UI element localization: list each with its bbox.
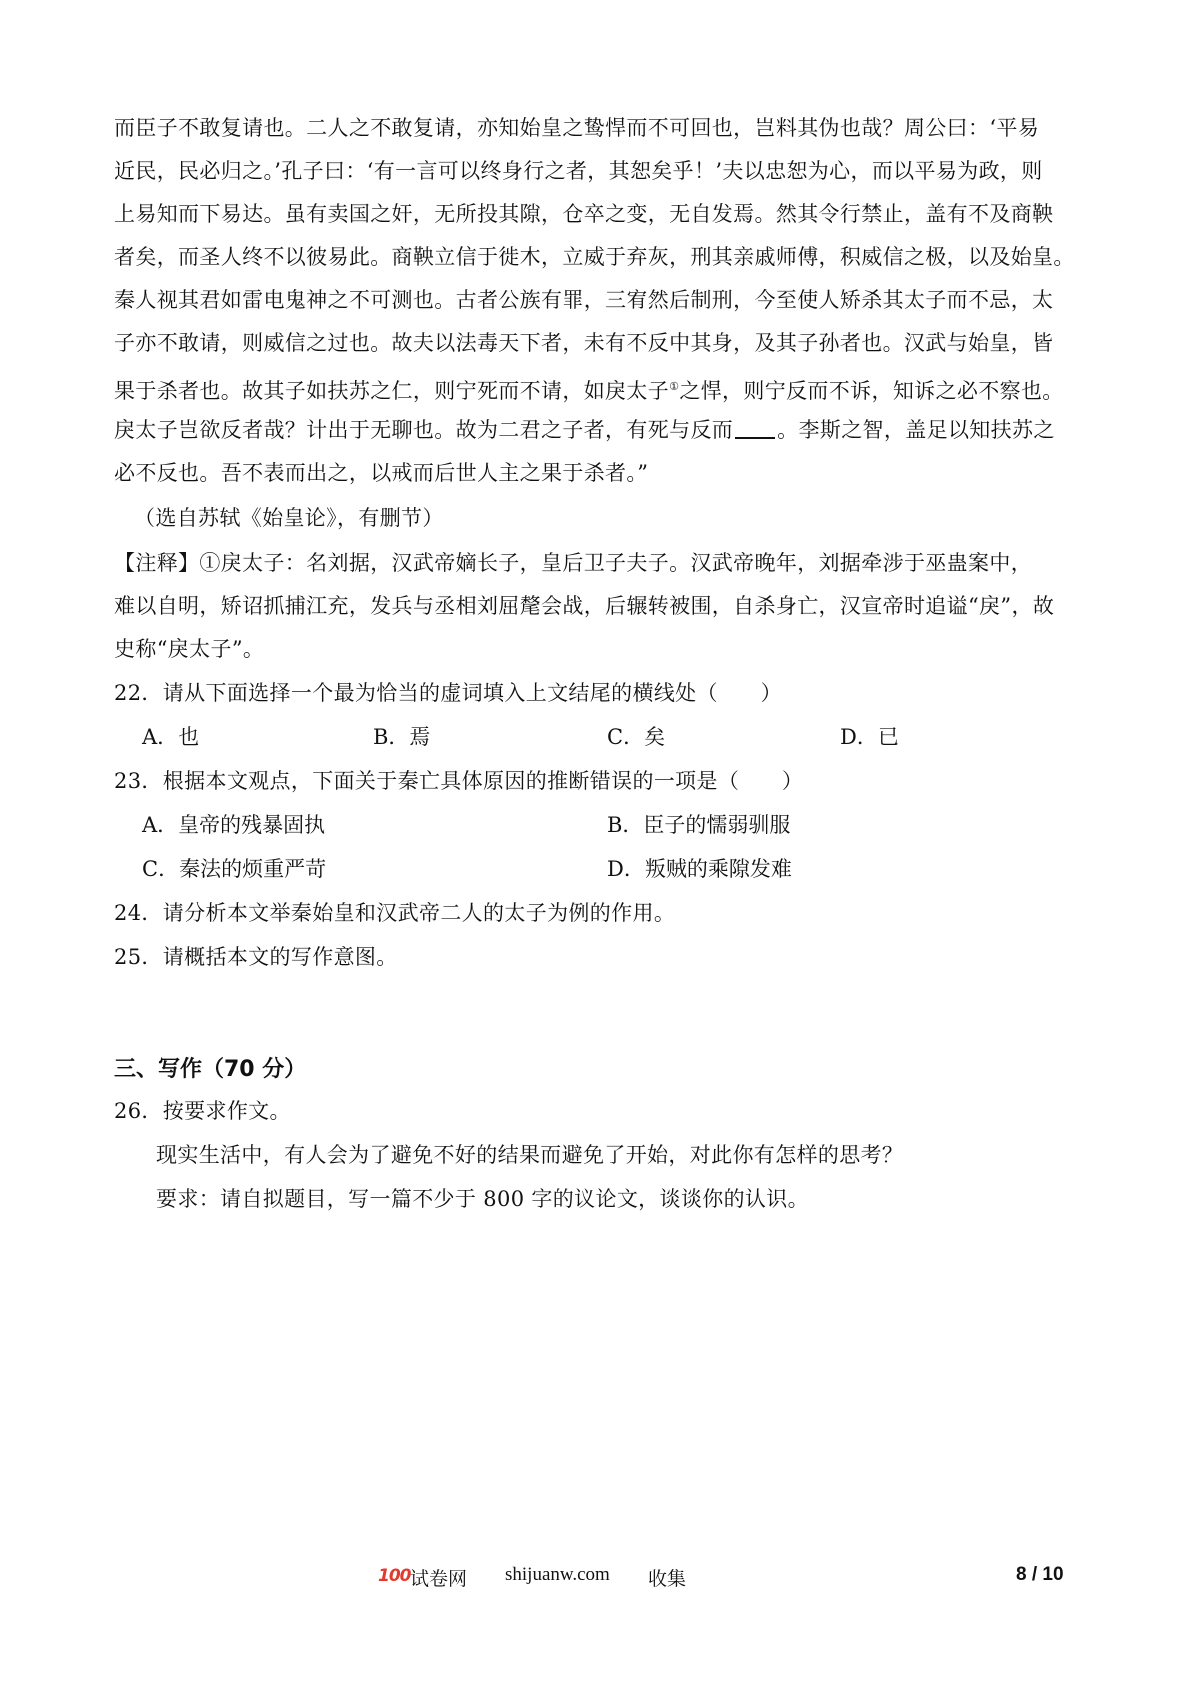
passage-line-7-post: 之悍，则宁反而不诉，知诉之必不察也。	[679, 379, 1064, 403]
question-25: 25．请概括本文的写作意图。	[114, 945, 398, 969]
passage-line-8-post: 。李斯之智，盖足以知扶苏之	[777, 418, 1055, 442]
note-line-2: 难以自明，矫诏抓捕江充，发兵与丞相刘屈氂会战，后辗转被围，自杀身亡，汉宣帝时追谥“戾”，故	[114, 594, 1055, 618]
question-22-option-c: C．矣	[607, 725, 666, 749]
footer-site: shijuanw.com	[505, 1564, 610, 1585]
note-line-3: 史称“戾太子”。	[114, 637, 265, 661]
question-22-option-d: D．已	[840, 725, 899, 749]
answer-blank	[735, 417, 775, 439]
question-23-stem: 23．根据本文观点，下面关于秦亡具体原因的推断错误的一项是（ ）	[114, 769, 804, 793]
note-line-1: 【注释】①戾太子：名刘据，汉武帝嫡长子，皇后卫子夫子。汉武帝晚年，刘据牵涉于巫蛊案中，	[114, 551, 1033, 575]
passage-line-3: 上易知而下易达。虽有卖国之奸，无所投其隙，仓卒之变，无自发焉。然其令行禁止，盖有不及商鞅	[114, 202, 1054, 226]
section-heading-writing: 三、写作（70 分）	[114, 1057, 307, 1082]
question-22-stem: 22．请从下面选择一个最为恰当的虚词填入上文结尾的横线处（ ）	[114, 681, 782, 705]
footer-brand: 试卷网	[410, 1568, 468, 1590]
site-logo: 100	[378, 1566, 411, 1586]
footnote-marker: ①	[669, 380, 680, 393]
question-26: 26．按要求作文。	[114, 1099, 291, 1123]
passage-line-5: 秦人视其君如雷电鬼神之不可测也。古者公族有罪，三宥然后制刑，今至使人矫杀其太子而不忌，太	[114, 288, 1054, 312]
question-24: 24．请分析本文举秦始皇和汉武帝二人的太子为例的作用。	[114, 901, 676, 925]
question-23-option-a: A．皇帝的残暴固执	[142, 813, 326, 837]
writing-prompt: 现实生活中，有人会为了避免不好的结果而避免了开始，对此你有怎样的思考？	[156, 1143, 904, 1167]
question-23-option-b: B．臣子的懦弱驯服	[607, 813, 791, 837]
passage-source: （选自苏轼《始皇论》，有删节）	[134, 506, 444, 530]
question-22-option-b: B．焉	[373, 725, 431, 749]
question-23-option-d: D．叛贼的乘隙发难	[607, 857, 792, 881]
question-23-option-c: C．秦法的烦重严苛	[142, 857, 327, 881]
passage-line-4: 者矣，而圣人终不以彼易此。商鞅立信于徙木，立威于弃灰，刑其亲戚师傅，积威信之极，以及始皇。	[114, 245, 1075, 269]
question-22-option-a: A．也	[142, 725, 200, 749]
writing-requirement: 要求：请自拟题目，写一篇不少于 800 字的议论文，谈谈你的认识。	[156, 1187, 809, 1211]
page-footer	[0, 1564, 1191, 1594]
passage-line-8-pre: 戾太子岂欲反者哉？计出于无聊也。故为二君之子者，有死与反而	[114, 418, 734, 442]
passage-line-7-pre: 果于杀者也。故其子如扶苏之仁，则宁死而不请，如戾太子	[114, 379, 670, 403]
passage-line-6: 子亦不敢请，则威信之过也。故夫以法毒天下者，未有不反中其身，及其子孙者也。汉武与始皇，皆	[114, 331, 1054, 355]
passage-line-9: 必不反也。吾不表而出之，以戒而后世人主之果于杀者。”	[114, 461, 649, 485]
passage-line-8	[114, 415, 1074, 445]
passage-line-1: 而臣子不敢复请也。二人之不敢复请，亦知始皇之鸷悍而不可回也，岂料其伪也哉？周公曰：‘平易	[114, 116, 1040, 140]
footer-collect: 收集	[648, 1568, 687, 1590]
passage-line-2: 近民，民必归之。’孔子曰：‘有一言可以终身行之者，其恕矣乎！’夫以忠恕为心，而以平易为政，则	[114, 159, 1043, 183]
page-number: 8 / 10	[1016, 1564, 1064, 1585]
passage-line-7	[114, 372, 1074, 406]
